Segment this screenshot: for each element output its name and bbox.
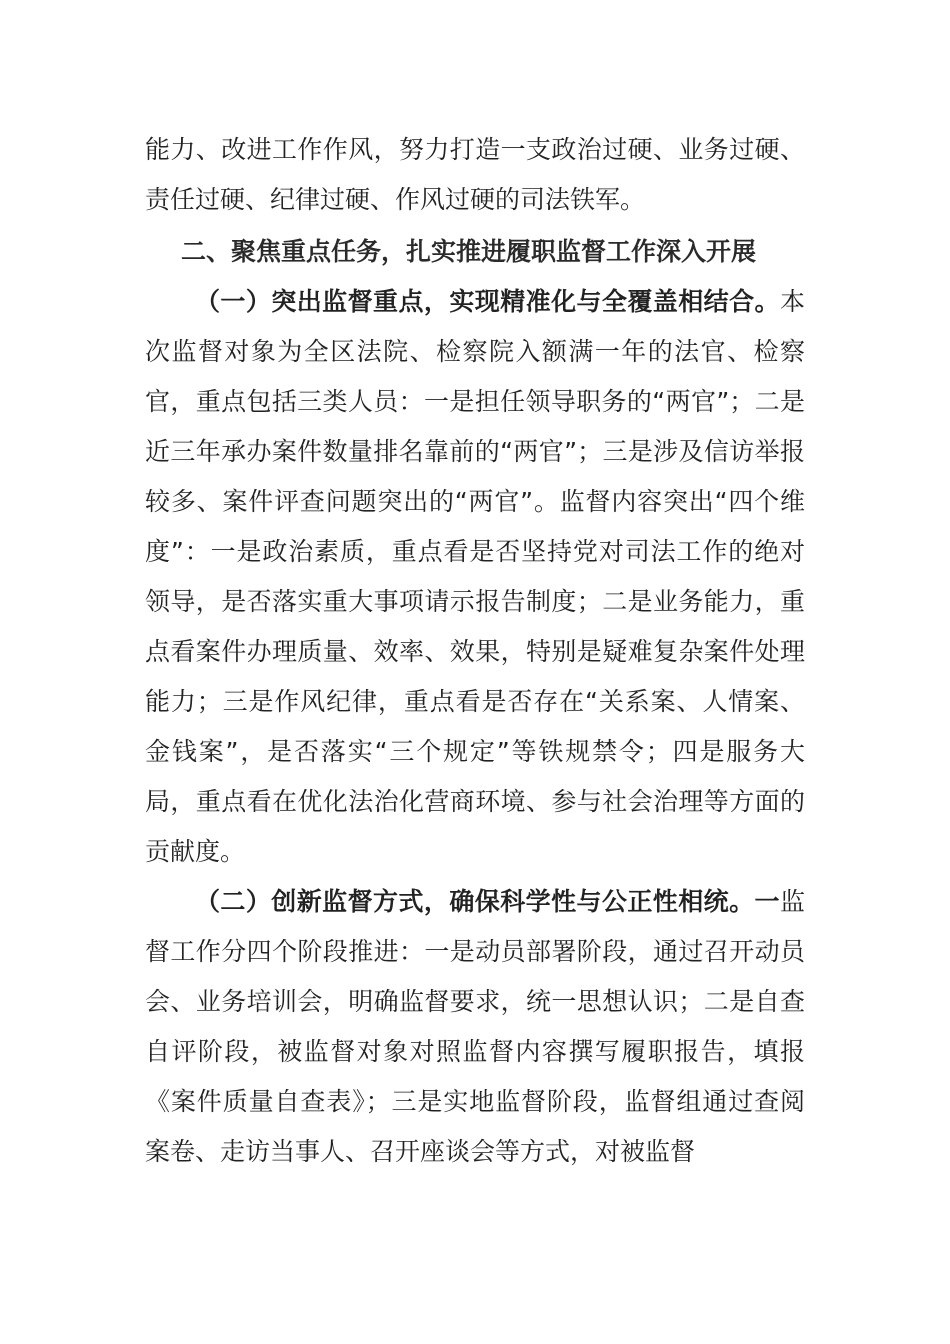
subsection-2-body: 监督工作分四个阶段推进：一是动员部署阶段，通过召开动员会、业务培训会，明确监督要求，统一思想认识；二是自查自评阶段，被监督对象对照监督内容撰写履职报告，填报《案件质量自查表》；三是实地监督阶段，监督组通过查阅案卷、走访当事人、召开座谈会等方式，对被监督 bbox=[145, 887, 805, 1166]
subsection-1-title: （一）突出监督重点，实现精准化与全覆盖相结合。 bbox=[195, 287, 780, 316]
subsection-1-body: 本次监督对象为全区法院、检察院入额满一年的法官、检察官，重点包括三类人员：一是担任领导职务的“两官”；二是近三年承办案件数量排名靠前的“两官”；三是涉及信访举报较多、案件评查问题突出的“两官”。监督内容突出“四个维度”：一是政治素质，重点看是否坚持党对司法工作的绝对领导，是否落实重大事项请示报告制度；二是业务能力，重点看案件办理质量、效率、效果，特别是疑难复杂案件处理能力；三是作风纪律，重点看是否存在“关系案、人情案、金钱案”，是否落实“三个规定”等铁规禁令；四是服务大局，重点看在优化法治化营商环境、参与社会治理等方面的贡献度。 bbox=[145, 287, 805, 866]
section-heading-text: 二、聚焦重点任务，扎实推进履职监督工作深入开展 bbox=[181, 237, 757, 266]
subsection-1 bbox=[145, 277, 805, 877]
paragraph-continuation bbox=[145, 125, 805, 225]
paragraph-text: 能力、改进工作作风，努力打造一支政治过硬、业务过硬、责任过硬、纪律过硬、作风过硬的司法铁军。 bbox=[145, 135, 805, 214]
subsection-2-title: （二）创新监督方式，确保科学性与公正性相统。一 bbox=[195, 887, 780, 916]
subsection-2 bbox=[145, 877, 805, 1177]
subsection-1-paragraph bbox=[145, 277, 805, 877]
section-heading bbox=[145, 227, 805, 277]
subsection-2-paragraph bbox=[145, 877, 805, 1177]
